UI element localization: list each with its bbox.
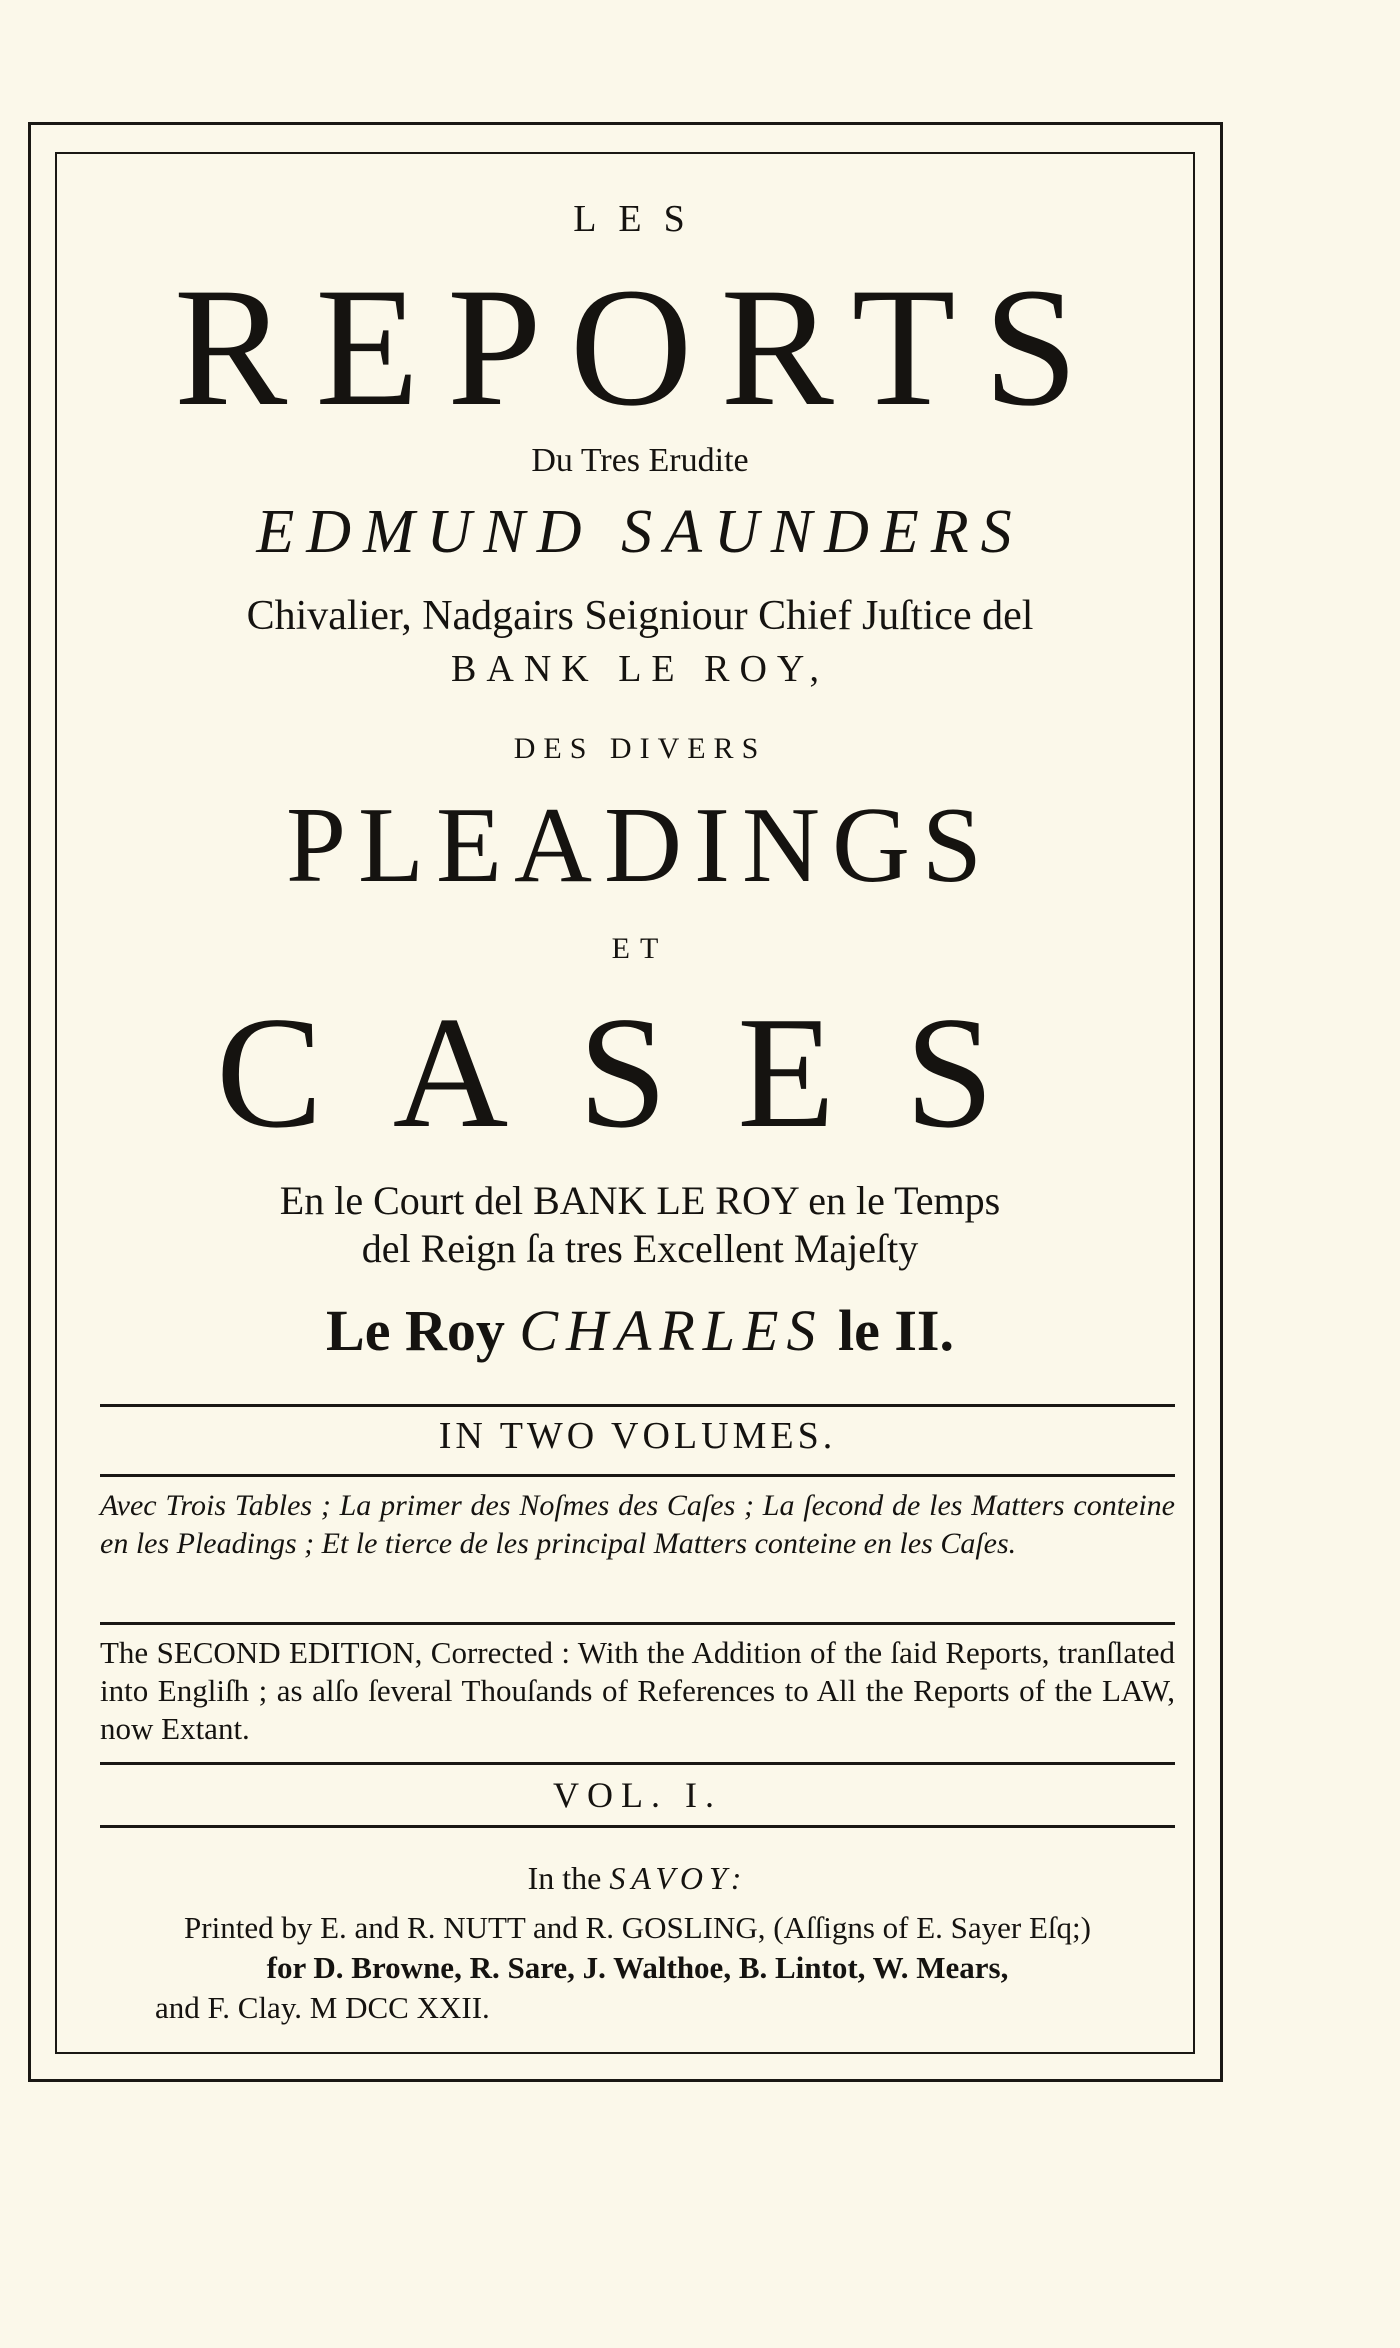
second-edition-text: The SECOND EDITION, Corrected : With the Addition of the ſaid Reports, tranſlated into Engliſh ; as alſo ſeveral Thouſands of References to All the Reports of the LAW, now Extant. [100,1635,1175,1746]
divider-rule [100,1825,1175,1828]
bank-le-roy: BANK LE ROY, [451,648,829,690]
court-line-2: del Reign ſa tres Excellent Majeſty [361,1226,919,1271]
booksellers-line: for D. Browne, R. Sare, J. Walthoe, B. Lintot, W. Mears, [266,1950,1009,1985]
du-tres-erudite: Du Tres Erudite [531,442,749,479]
reports-heading: REPORTS [173,253,1107,441]
des-divers: DES DIVERS [513,732,767,765]
divider-rule [100,1404,1175,1407]
pleadings-heading: PLEADINGS [285,786,994,905]
cases-heading: CASES [216,983,1064,1161]
divider-rule [100,1762,1175,1765]
printed-by: Printed by E. and R. NUTT and R. GOSLING, (Aſſigns of E. Sayer Eſq;) [184,1910,1091,1945]
et-line: ET [611,932,669,965]
author-name: EDMUND SAUNDERS [256,498,1024,566]
charles: CHARLES [519,1298,824,1363]
in-the: In the [527,1860,602,1896]
imprint-date-line: and F. Clay. M DCC XXII. [155,1990,490,2025]
volumes-line: IN TWO VOLUMES. [438,1415,837,1457]
savoy: SAVOY: [609,1860,748,1896]
le-roy-charles [100,1297,1180,1364]
court-line-1: En le Court del BANK LE ROY en le Temps [279,1178,1001,1223]
volume-number: VOL. I. [553,1775,722,1815]
divider-rule [100,1474,1175,1477]
les-heading: LES [573,198,707,240]
chivalier-line: Chivalier, Nadgairs Seigniour Chief Juſtice del [246,593,1034,639]
le-ii: le II. [837,1298,954,1363]
avec-trois-tables: Avec Trois Tables ; La primer des Noſmes des Caſes ; La ſecond de les Matters conteine en les Pleadings ; Et le tierce de les principal Matters conteine en les Caſes. [100,1489,1175,1560]
divider-rule [100,1622,1175,1625]
le-roy: Le Roy [326,1298,505,1363]
in-the-savoy [100,1860,1175,1897]
